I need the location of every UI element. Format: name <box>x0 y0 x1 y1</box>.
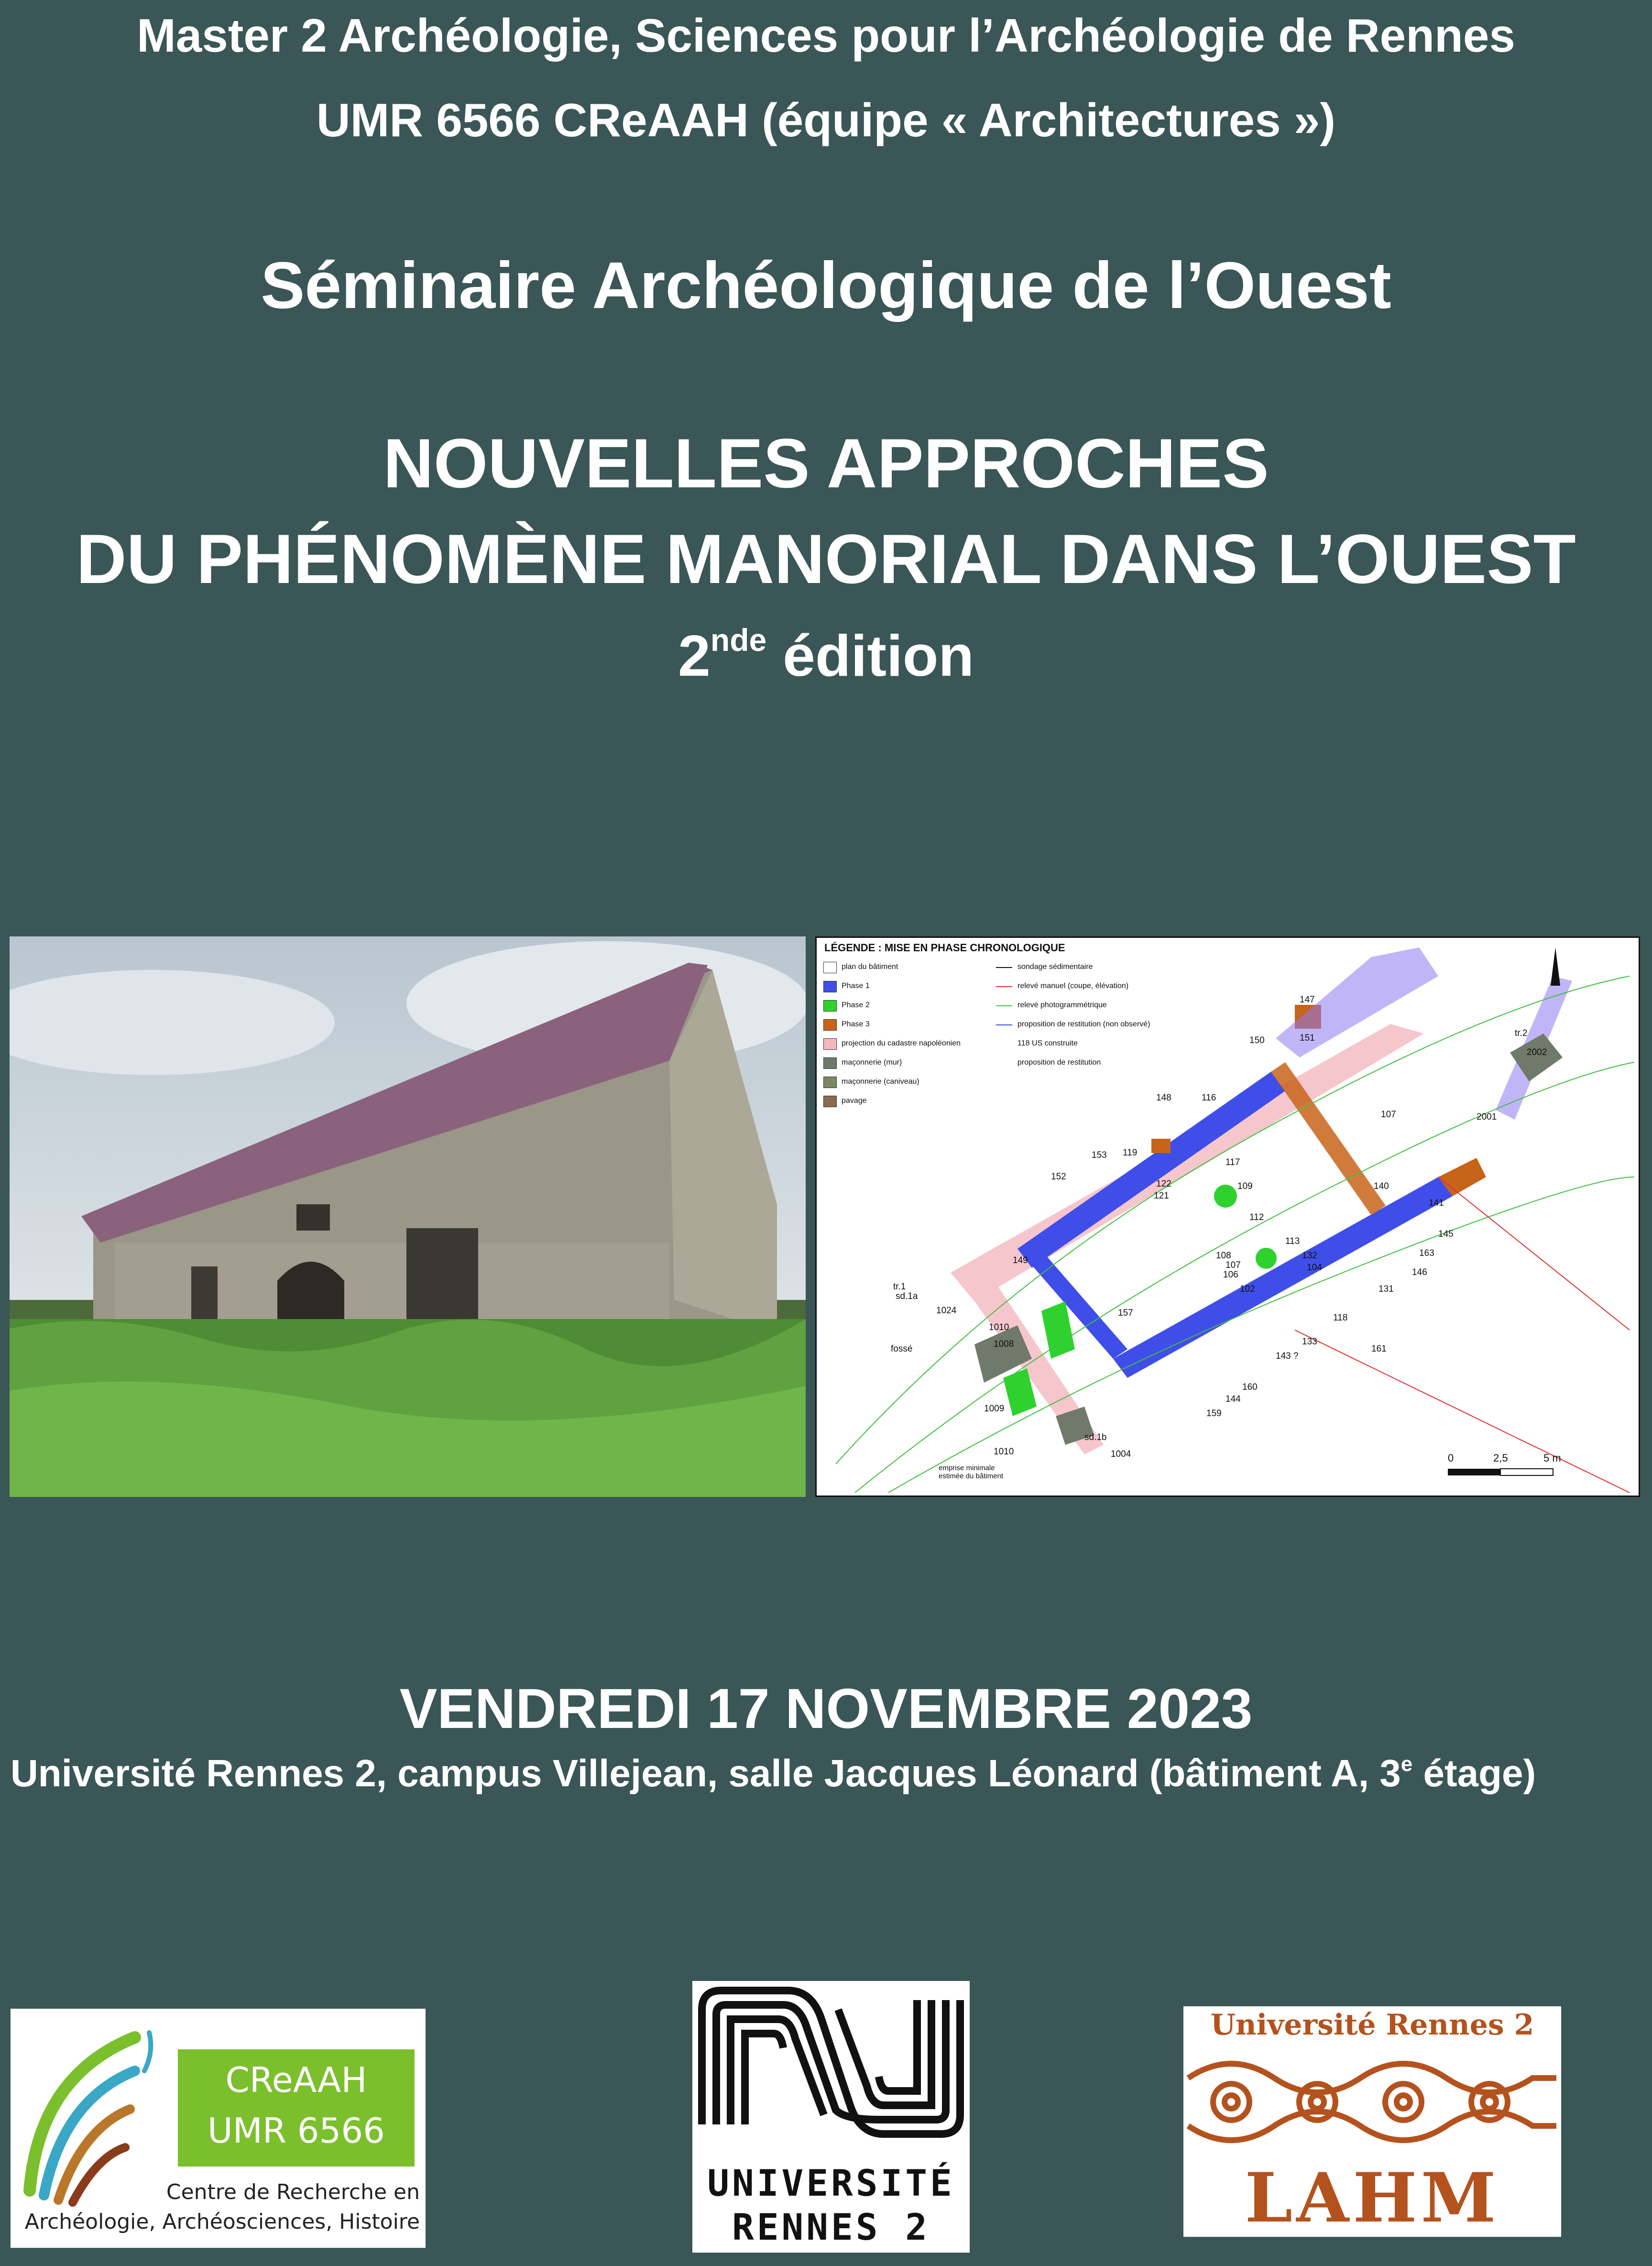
event-date: VENDREDI 17 NOVEMBRE 2023 <box>399 1677 1253 1740</box>
header-line-umr: UMR 6566 CReAAH (équipe « Architectures ») <box>316 94 1336 146</box>
main-title-line2: DU PHÉNOMÈNE MANORIAL DANS L’OUEST <box>76 520 1576 598</box>
plan-label: 1009 <box>984 1404 1005 1414</box>
legend-label: projection du cadastre napoléonien <box>842 1039 961 1047</box>
scale-2-5: 2,5 <box>1493 1452 1508 1464</box>
plan-label: 161 <box>1371 1344 1387 1354</box>
plan-label: 163 <box>1419 1248 1434 1258</box>
creaah-badge <box>178 2049 415 2167</box>
lahm-university: Université Rennes 2 <box>1210 2008 1534 2042</box>
event-place-end: étage) <box>1412 1752 1536 1794</box>
plan-label: 122 <box>1156 1179 1171 1189</box>
rennes2-line2: RENNES 2 <box>732 2206 930 2248</box>
plan-label: 140 <box>1374 1181 1389 1191</box>
plan-label: 116 <box>1202 1093 1216 1103</box>
plan-label: 2001 <box>1477 1112 1497 1122</box>
plan-label: sd.1b <box>1084 1432 1107 1442</box>
plan-label: 151 <box>1300 1033 1315 1043</box>
lahm-wave-icon <box>1183 2049 1561 2155</box>
plan-label: 147 <box>1300 995 1315 1005</box>
plan-label: 132 <box>1302 1251 1317 1261</box>
seminar-title: Séminaire Archéologique de l’Ouest <box>261 249 1391 322</box>
plan-label: 1024 <box>936 1306 957 1316</box>
plan-label: 117 <box>1225 1157 1240 1167</box>
plan-label: 153 <box>1092 1150 1107 1160</box>
creaah-subtitle-1: Centre de Recherche en <box>166 2180 420 2204</box>
universite-rennes2-logo <box>692 1981 970 2253</box>
plan-label: 107 <box>1225 1260 1241 1270</box>
plan-label: 141 <box>1429 1198 1444 1208</box>
header-line-master: Master 2 Archéologie, Sciences pour l’Archéologie de Rennes <box>137 9 1515 62</box>
legend-label: pavage <box>842 1097 867 1105</box>
legend-label: sondage sédimentaire <box>1017 963 1093 971</box>
creaah-name: CReAAH <box>225 2060 367 2100</box>
main-title-line1: NOUVELLES APPROCHES <box>383 424 1269 502</box>
creaah-umr: UMR 6566 <box>208 2111 385 2151</box>
legend-label: proposition de restitution (non observé) <box>1017 1020 1150 1028</box>
plan-label: 102 <box>1240 1284 1255 1294</box>
plan-label: 145 <box>1438 1229 1454 1239</box>
plan-label: sd.1a <box>896 1291 918 1301</box>
edition-number: 2 <box>678 623 711 688</box>
edition-word: édition <box>766 623 974 688</box>
scale-5m: 5 m <box>1543 1452 1561 1464</box>
plan-label: 159 <box>1206 1408 1222 1419</box>
plan-label: 108 <box>1216 1251 1231 1261</box>
plan-label: 109 <box>1237 1181 1253 1191</box>
legend-label: Phase 1 <box>842 982 870 990</box>
plan-label: 146 <box>1412 1267 1427 1277</box>
rennes2-line1: UNIVERSITÉ <box>707 2162 955 2204</box>
plan-label: 1010 <box>989 1322 1009 1332</box>
plan-label: tr.1 <box>893 1282 906 1292</box>
legend-label: Phase 3 <box>842 1020 870 1028</box>
legend-label: relevé manuel (coupe, élévation) <box>1017 982 1129 990</box>
plan-label: 160 <box>1242 1382 1258 1392</box>
plan-label: 148 <box>1156 1093 1171 1103</box>
plan-label: 119 <box>1123 1148 1138 1158</box>
plan-label: 1004 <box>1111 1449 1131 1459</box>
plan-drawing <box>817 938 1639 1496</box>
legend-label: proposition de restitution <box>1017 1058 1101 1067</box>
creaah-logo <box>11 2009 426 2248</box>
plan-label: 121 <box>1154 1191 1169 1201</box>
plan-label: 133 <box>1302 1337 1317 1347</box>
plan-label: 144 <box>1225 1394 1241 1404</box>
plan-label: 131 <box>1378 1284 1394 1294</box>
plan-label: 2002 <box>1527 1047 1547 1057</box>
plan-label: 104 <box>1307 1263 1322 1273</box>
plan-label: 106 <box>1223 1270 1238 1280</box>
event-place-sup: e <box>1400 1752 1413 1776</box>
archaeological-plan <box>815 936 1640 1497</box>
legend-label: plan du bâtiment <box>842 963 898 971</box>
plan-label: 149 <box>1013 1255 1028 1265</box>
creaah-swirl-icon <box>11 2018 183 2210</box>
lahm-logo <box>1183 2006 1561 2237</box>
plan-label: 112 <box>1249 1212 1264 1222</box>
plan-label: fossé <box>891 1344 913 1354</box>
plan-label: 157 <box>1118 1308 1133 1318</box>
legend-label: Phase 2 <box>842 1001 870 1009</box>
scale-0: 0 <box>1448 1452 1454 1464</box>
edition-superscript: nde <box>710 622 767 658</box>
plan-label: 107 <box>1381 1110 1396 1120</box>
event-place <box>11 1751 1536 1795</box>
plan-label: 150 <box>1249 1035 1265 1045</box>
plan-label: 143 ? <box>1276 1351 1299 1361</box>
plan-label: tr.2 <box>1515 1028 1528 1038</box>
legend-title: LÉGENDE : MISE EN PHASE CHRONOLOGIQUE <box>824 942 1065 954</box>
rennes2-emblem-icon <box>692 1981 970 2148</box>
barn-photograph <box>10 936 806 1497</box>
legend-label: 118 US construite <box>1017 1039 1078 1047</box>
legend-label: relevé photogrammétrique <box>1017 1001 1107 1009</box>
plan-label: 118 <box>1333 1313 1348 1323</box>
edition <box>0 622 1652 689</box>
plan-note: emprise minimale estimée du bâtiment <box>939 1464 1004 1480</box>
event-place-main: Université Rennes 2, campus Villejean, salle Jacques Léonard (bâtiment A, 3 <box>11 1752 1401 1794</box>
lahm-acronym: LAHM <box>1245 2158 1500 2238</box>
plan-label: 113 <box>1285 1236 1300 1246</box>
creaah-subtitle-2: Archéologie, Archéosciences, Histoire <box>24 2210 420 2234</box>
legend-label: maçonnerie (caniveau) <box>842 1078 919 1086</box>
plan-label: 152 <box>1051 1172 1066 1182</box>
plan-label: 1010 <box>994 1447 1014 1457</box>
legend-label: maçonnerie (mur) <box>842 1058 902 1067</box>
plan-label: 1008 <box>994 1339 1014 1349</box>
